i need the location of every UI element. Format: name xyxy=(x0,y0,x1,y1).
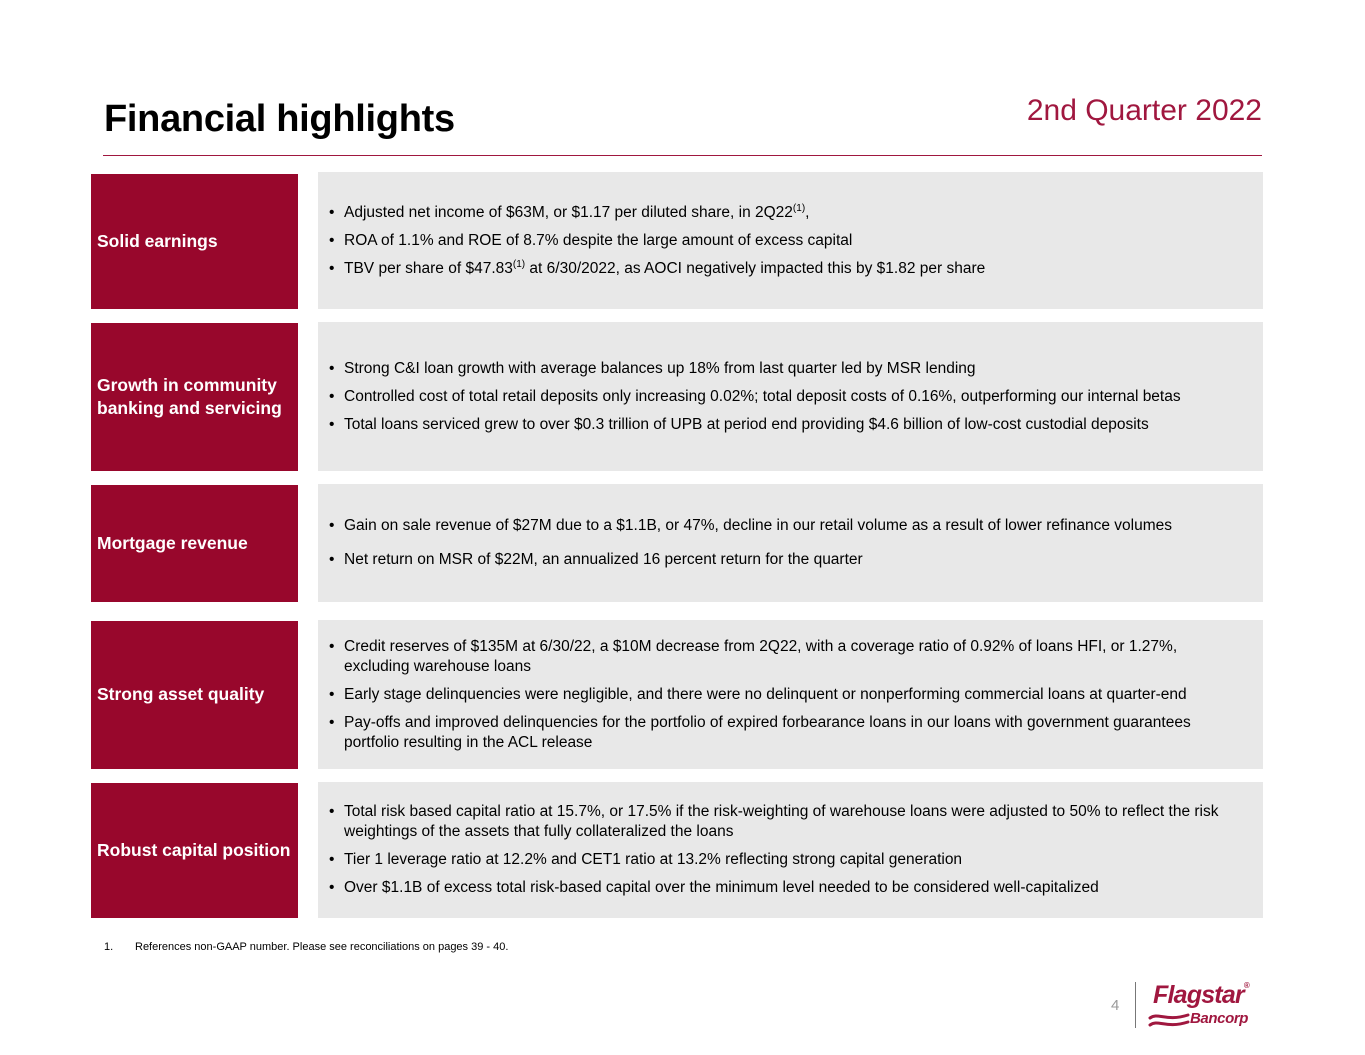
bullet-item: • Adjusted net income of $63M, or $1.17 per diluted share, in 2Q22$^{(1)}$, xyxy=(328,203,1243,223)
bullet-item: • Early stage delinquencies were negligible, and there were no delinquent or nonperforming commercial loans at quarter-end xyxy=(328,685,1243,705)
bullet-item: • Total risk based capital ratio at 15.7%, or 17.5% if the risk-weighting of warehouse loans were adjusted to 50% to reflect the risk weightings of the assets that fully collateralized the loans xyxy=(328,802,1243,842)
bullet-item: • TBV per share of $47.83$^{(1)}$ at 6/30/2022, as AOCI negatively impacted this by $1.82 per share xyxy=(328,259,1243,279)
section-solid-earnings xyxy=(91,173,1263,309)
bullet-item: • ROA of 1.1% and ROE of 8.7% despite the large amount of excess capital xyxy=(328,231,1243,251)
bullet-item: • Gain on sale revenue of $27M due to a $1.1B, or 47%, decline in our retail volume as a result of lower refinance volumes xyxy=(328,516,1243,536)
page-title: Financial highlights xyxy=(104,98,455,140)
bullet-item: • Strong C&I loan growth with average balances up 18% from last quarter led by MSR lending xyxy=(328,359,1243,379)
title-rule xyxy=(103,155,1262,156)
section-label: Robust capital position xyxy=(91,783,298,918)
bullet-item: • Controlled cost of total retail deposits only increasing 0.02%; total deposit costs of 0.16%, outperforming our internal betas xyxy=(328,387,1243,407)
section-content xyxy=(318,484,1263,602)
section-content xyxy=(318,322,1263,471)
section-capital-position xyxy=(91,783,1263,918)
footnote-number: 1. xyxy=(104,941,114,953)
bullet-item: • Total loans serviced grew to over $0.3 trillion of UPB at period end providing $4.6 billion of low-cost custodial deposits xyxy=(328,415,1243,435)
section-content xyxy=(318,620,1263,769)
section-content xyxy=(318,782,1263,918)
section-content xyxy=(318,172,1263,309)
quarter-label: 2nd Quarter 2022 xyxy=(1026,94,1262,127)
section-mortgage-revenue xyxy=(91,485,1263,602)
bullet-item: • Over $1.1B of excess total risk-based capital over the minimum level needed to be considered well-capitalized xyxy=(328,878,1243,898)
logo-subtitle: Bancorp xyxy=(1190,1010,1249,1027)
flag-wave-icon xyxy=(1148,1010,1190,1030)
section-label: Growth in community banking and servicing xyxy=(91,323,298,471)
bullet-item: • Pay-offs and improved delinquencies for the portfolio of expired forbearance loans in our loans with government guarantees portfolio resulting in the ACL release xyxy=(328,713,1243,753)
section-label: Solid earnings xyxy=(91,174,298,309)
footnote-text: References non-GAAP number. Please see reconciliations on pages 39 - 40. xyxy=(135,941,509,953)
section-label: Strong asset quality xyxy=(91,621,298,769)
bullet-item: • Tier 1 leverage ratio at 12.2% and CET1 ratio at 13.2% reflecting strong capital generation xyxy=(328,850,1243,870)
flagstar-logo xyxy=(1148,980,1266,1032)
page-number: 4 xyxy=(1111,997,1120,1014)
bullet-item: • Credit reserves of $135M at 6/30/22, a $10M decrease from 2Q22, with a coverage ratio of 0.92% of loans HFI, or 1.27%, excluding warehouse loans xyxy=(328,637,1243,677)
logo-wordmark: Flagstar® xyxy=(1153,981,1249,1009)
footnote xyxy=(104,941,508,953)
section-asset-quality xyxy=(91,621,1263,769)
logo-divider xyxy=(1135,982,1136,1028)
section-label: Mortgage revenue xyxy=(91,485,298,602)
bullet-item: • Net return on MSR of $22M, an annualized 16 percent return for the quarter xyxy=(328,550,1243,570)
section-growth xyxy=(91,323,1263,471)
